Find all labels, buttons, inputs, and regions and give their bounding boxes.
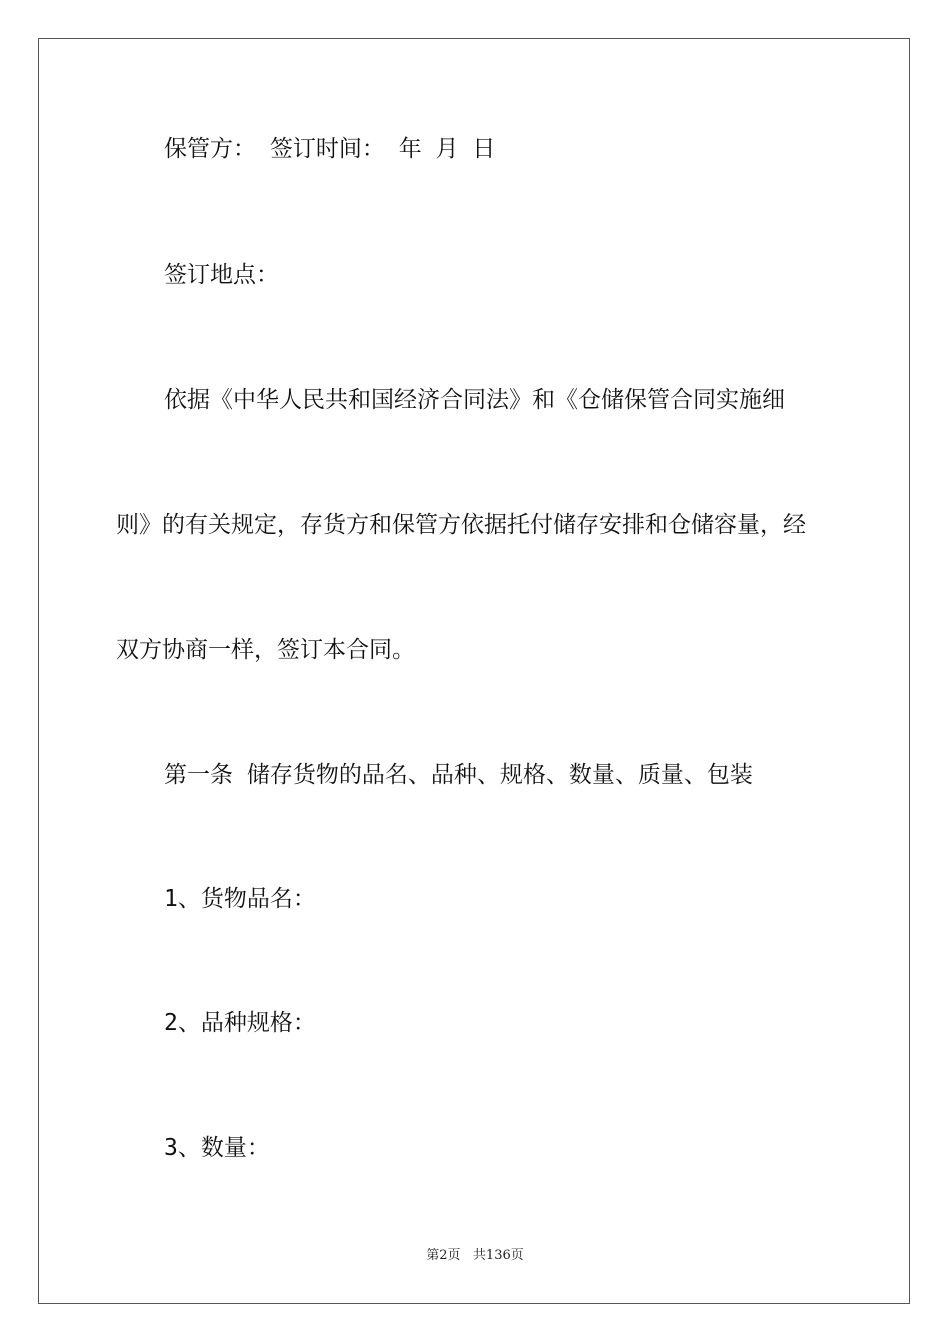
- item-quantity: 3、数量：: [164, 1135, 270, 1161]
- page-total: 共136页: [472, 1248, 524, 1263]
- preamble-line-1: 依据《中华人民共和国经济合同法》和《仓储保管合同实施细: [164, 387, 785, 413]
- signing-place-line: 签订地点：: [164, 262, 279, 288]
- page-footer: [0, 1244, 950, 1263]
- item-goods-name: 1、货物品名：: [164, 886, 316, 912]
- page-border: [38, 38, 910, 1304]
- article-one-heading: 第一条 储存货物的品名、品种、规格、数量、质量、包装: [164, 762, 753, 788]
- item-variety-spec: 2、品种规格：: [164, 1010, 316, 1036]
- preamble-line-2: 则》的有关规定，存货方和保管方依据托付储存安排和仓储容量，经: [116, 512, 806, 538]
- custodian-signing-time-line: 保管方： 签订时间： 年 月 日: [164, 136, 496, 162]
- preamble-line-3: 双方协商一样，签订本合同。: [116, 637, 415, 663]
- page-number: 第2页: [426, 1248, 461, 1263]
